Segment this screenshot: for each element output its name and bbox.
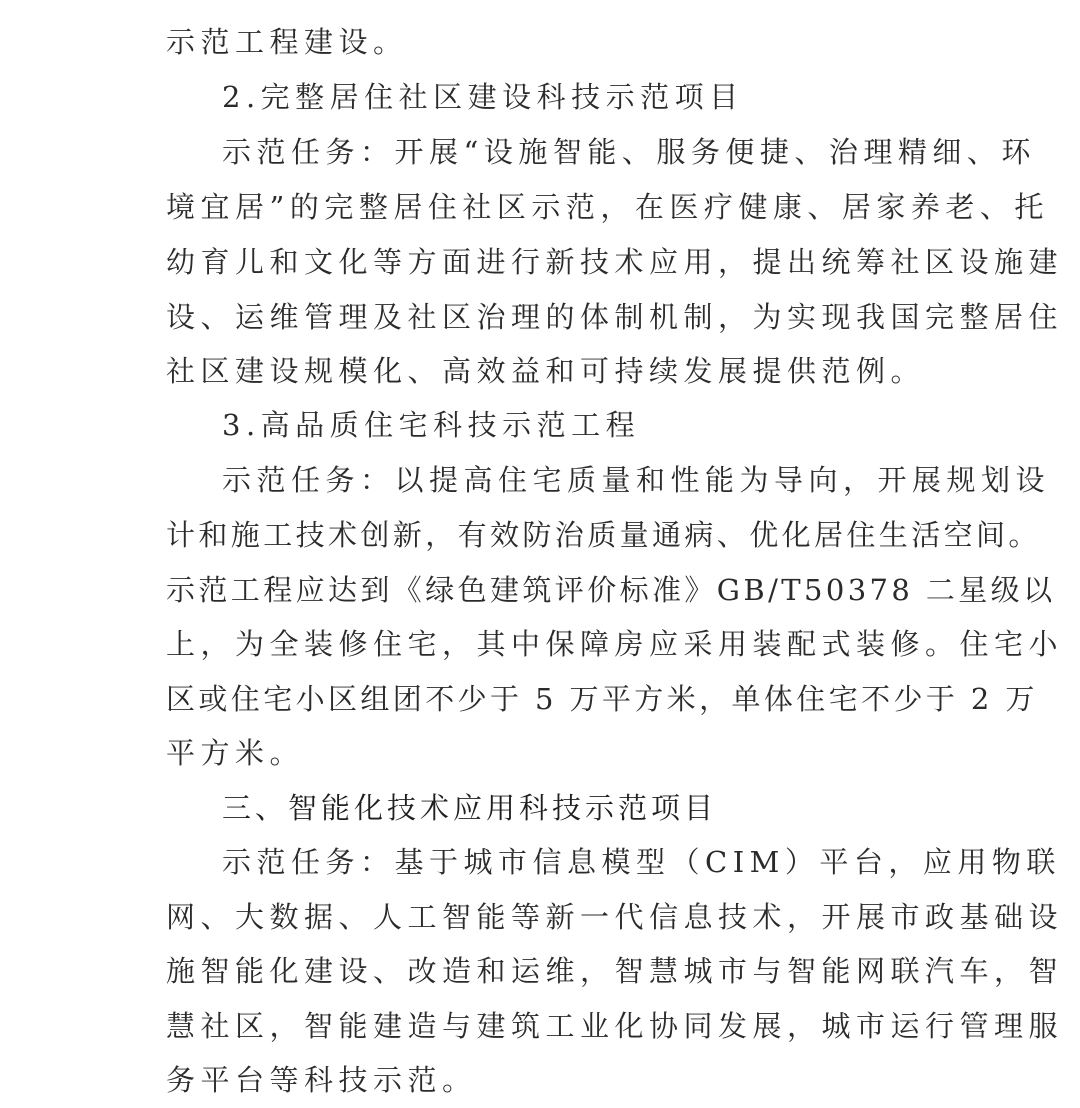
paragraph-line: 平方米。	[166, 736, 305, 770]
paragraph-line: 计和施工技术创新，有效防治质量通病、优化居住生活空间。	[166, 518, 1041, 552]
paragraph-line: 务平台等科技示范。	[166, 1063, 477, 1097]
paragraph-line: 示范任务：基于城市信息模型（CIM）平台，应用物联	[222, 845, 1061, 879]
paragraph-line: 幼育儿和文化等方面进行新技术应用，提出统筹社区设施建	[166, 245, 1064, 279]
paragraph-line: 网、大数据、人工智能等新一代信息技术，开展市政基础设	[166, 900, 1064, 934]
paragraph-line: 示范工程应达到《绿色建筑评价标准》GB/T50378 二星级以	[166, 573, 1056, 607]
section-title-complete-community: 2.完整居住社区建设科技示范项目	[222, 80, 744, 114]
paragraph-line: 示范任务：以提高住宅质量和性能为导向，开展规划设	[222, 463, 1051, 497]
paragraph-line: 区或住宅小区组团不少于 5 万平方米，单体住宅不少于 2 万	[166, 682, 1038, 716]
paragraph-line: 社区建设规模化、高效益和可持续发展提供范例。	[166, 354, 926, 388]
paragraph-line: 慧社区，智能建造与建筑工业化协同发展，城市运行管理服	[166, 1009, 1064, 1043]
paragraph-line: 施智能化建设、改造和运维，智慧城市与智能网联汽车，智	[166, 954, 1064, 988]
section-title-quality-housing: 3.高品质住宅科技示范工程	[222, 408, 641, 442]
paragraph-line: 境宜居”的完整居住社区示范，在医疗健康、居家养老、托	[166, 190, 1049, 224]
paragraph-line: 示范任务：开展“设施智能、服务便捷、治理精细、环	[222, 135, 1036, 169]
paragraph-line: 上，为全装修住宅，其中保障房应采用装配式装修。住宅小	[166, 627, 1064, 661]
paragraph-line: 示范工程建设。	[166, 25, 408, 59]
section-heading-intelligent-tech: 三、智能化技术应用科技示范项目	[222, 791, 718, 825]
paragraph-line: 设、运维管理及社区治理的体制机制，为实现我国完整居住	[166, 300, 1064, 334]
